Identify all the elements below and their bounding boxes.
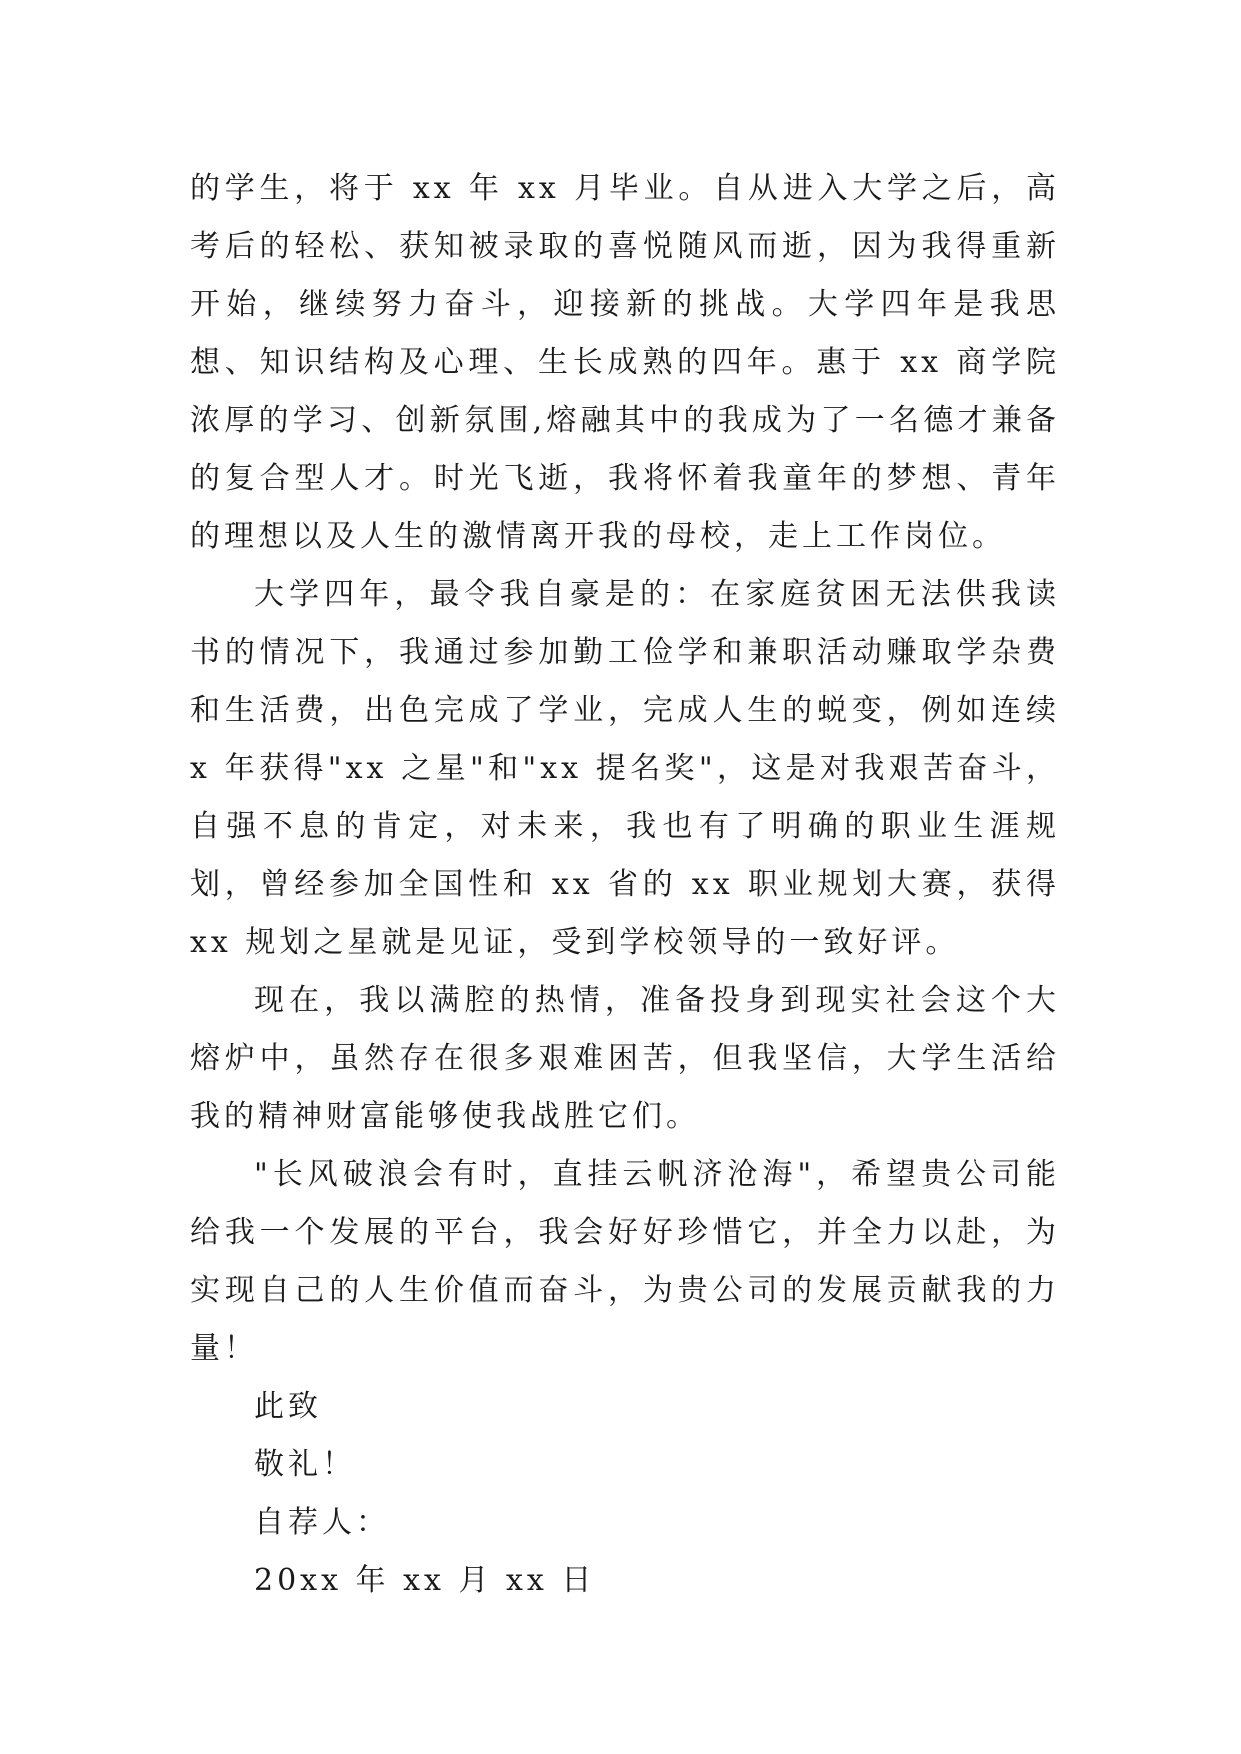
signer-label: 自荐人： [254,1505,390,1540]
salutation-line-1: 此致 [254,1389,322,1424]
paragraph-3: 现在，我以满腔的热情，准备投身到现实社会这个大熔炉中，虽然存在很多艰难困苦，但我坚信，大学生活给我的精神财富能够使我战胜它们。 [190,983,1060,1134]
paragraph-1: 的学生，将于 xx 年 xx 月毕业。自从进入大学之后，高考后的轻松、获知被录取的喜悦随风而逝，因为我得重新开始，继续努力奋斗，迎接新的挑战。大学四年是我思想、知识结构及心理、生长成熟的四年。惠于 xx 商学院浓厚的学习、创新氛围,熔融其中的我成为了一名德才兼备的复合型人才。时光飞逝，我将怀着我童年的梦想、青年的理想以及人生的激情离开我的母校，走上工作岗位。 [190,171,1060,554]
paragraph-2: 大学四年，最令我自豪是的：在家庭贫困无法供我读书的情况下，我通过参加勤工俭学和兼职活动赚取学杂费和生活费，出色完成了学业，完成人生的蜕变，例如连续 x 年获得"xx 之星"和"xx 提名奖"，这是对我艰苦奋斗，自强不息的肯定，对未来，我也有了明确的职业生涯规划，曾经参加全国性和 xx 省的 xx 职业规划大赛，获得 xx 规划之星就是见证，受到学校领导的一致好评。 [190,577,1060,960]
paragraph-4: "长风破浪会有时，直挂云帆济沧海"，希望贵公司能给我一个发展的平台，我会好好珍惜它，并全力以赴，为实现自己的人生价值而奋斗，为贵公司的发展贡献我的力量！ [190,1157,1060,1366]
letter-body [190,160,1060,1610]
letter-date: 20xx 年 xx 月 xx 日 [254,1563,596,1598]
salutation-line-2: 敬礼！ [254,1447,356,1482]
